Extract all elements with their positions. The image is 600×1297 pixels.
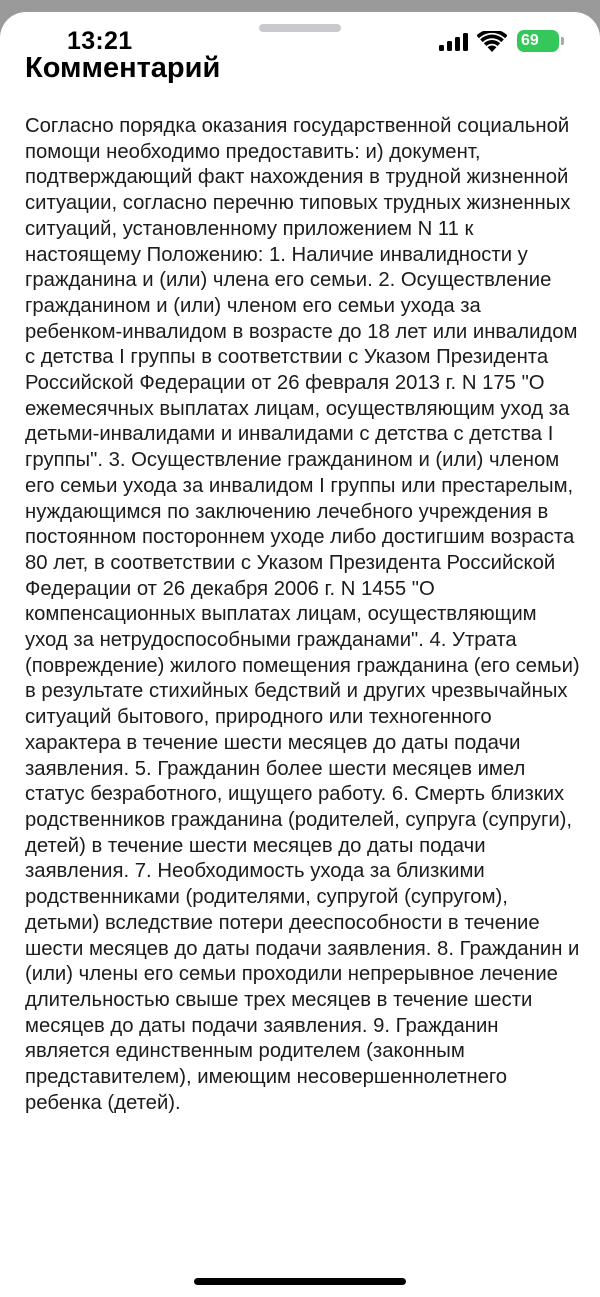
- cellular-signal-icon: [439, 33, 469, 51]
- home-indicator[interactable]: [194, 1278, 406, 1285]
- comment-text: Согласно порядка оказания государственной социальной помощи необходимо предоставить: и) документ, подтверждающий факт нахождения в трудной жизненной ситуации, согласно перечню типовых трудных жизненных ситуаций, установленному приложением N 11 к настоящему Положению: 1. Наличие инвалидности у гражданина и (или) члена его семьи. 2. Осуществление гражданином и (или) членом его семьи ухода за ребенком-инвалидом в возрасте до 18 лет или инвалидом с детства I группы в соответствии с Указом Президента Российской Федерации от 26 февраля 2013 г. N 175 "О ежемесячных выплатах лицам, осуществляющим уход за детьми-инвалидами и инвалидами с детства с детства I группы". 3. Осуществление гражданином и (или) членом его семьи ухода за инвалидом I группы или престарелым, нуждающимся по заключению лечебного учреждения в постоянном постороннем уходе либо достигшим возраста 80 лет, в соответствии с Указом Президента Российской Федерации от 26 декабря 2006 г. N 1455 "О компенсационных выплатах лицам, осуществляющим уход за нетрудоспособными гражданами". 4. Утрата (повреждение) жилого помещения гражданина (его семьи) в результате стихийных бедствий и других чрезвычайных ситуаций бытового, природного или техногенного характера в течение шести месяцев до даты подачи заявления. 5. Гражданин более шести месяцев имел статус безработного, ищущего работу. 6. Смерть близких родственников гражданина (родителей, супруга (супруги), детей) в течение шести месяцев до даты подачи заявления. 7. Необходимость ухода за близкими родственниками (родителями, супругой (супругом), детьми) вследствие потери дееспособности в течение шести месяцев до даты подачи заявления. 8. Гражданин и (или) члены его семьи проходили непрерывное лечение длительностью свыше трех месяцев в течение шести месяцев до даты подачи заявления. 9. Гражданин является единственным родителем (законным представителем), имеющим несовершеннолетнего ребенка (детей).: [25, 115, 580, 1114]
- page-title: Комментарий: [25, 52, 221, 84]
- comment-sheet: [0, 12, 600, 1297]
- battery-icon: [517, 30, 559, 52]
- battery-level: 69: [521, 32, 539, 49]
- battery-cap: [561, 37, 564, 45]
- wifi-icon: [477, 31, 507, 53]
- status-time: 13:21: [67, 27, 133, 55]
